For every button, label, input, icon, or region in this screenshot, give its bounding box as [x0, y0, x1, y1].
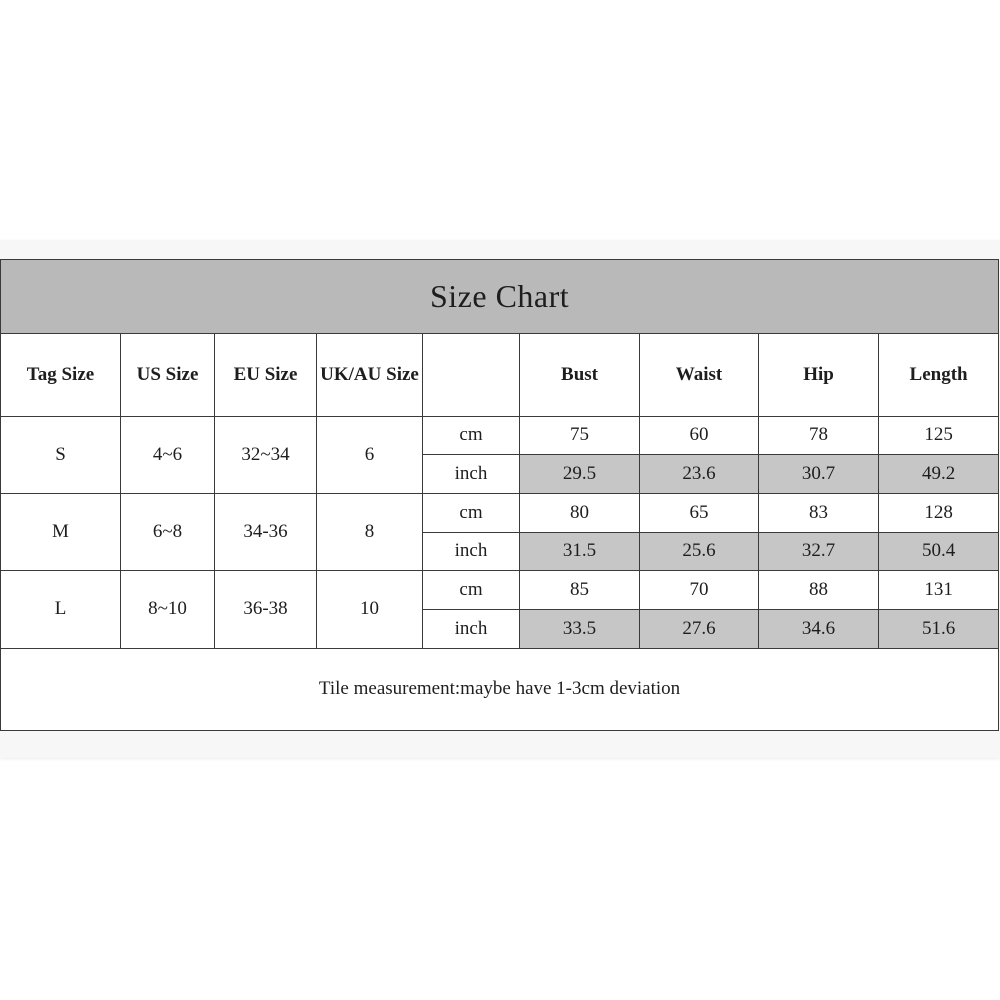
- unit-inch-cell: inch: [423, 532, 520, 571]
- length-cm-cell: 128: [879, 493, 999, 532]
- hip-cm-cell: 78: [759, 416, 879, 455]
- waist-cm-cell: 65: [640, 493, 759, 532]
- waist-inch-cell: 27.6: [640, 609, 759, 648]
- waist-cm-cell: 70: [640, 571, 759, 610]
- bust-inch-cell: 29.5: [520, 455, 640, 494]
- length-cm-cell: 131: [879, 571, 999, 610]
- waist-cm-cell: 60: [640, 416, 759, 455]
- eu-size-cell: 36-38: [215, 571, 317, 648]
- bust-inch-cell: 33.5: [520, 609, 640, 648]
- header-bust: Bust: [520, 334, 640, 416]
- measurement-note: Tile measurement:maybe have 1-3cm deviation: [1, 648, 999, 730]
- bust-cm-cell: 80: [520, 493, 640, 532]
- tag-size-cell: L: [1, 571, 121, 648]
- length-inch-cell: 49.2: [879, 455, 999, 494]
- length-inch-cell: 51.6: [879, 609, 999, 648]
- us-size-cell: 8~10: [121, 571, 215, 648]
- header-tag-size: Tag Size: [1, 334, 121, 416]
- unit-cm-cell: cm: [423, 571, 520, 610]
- waist-inch-cell: 25.6: [640, 532, 759, 571]
- hip-cm-cell: 83: [759, 493, 879, 532]
- hip-inch-cell: 30.7: [759, 455, 879, 494]
- table-row: [1, 493, 999, 532]
- ukau-size-cell: 6: [317, 416, 423, 493]
- table-row: [1, 571, 999, 610]
- bust-inch-cell: 31.5: [520, 532, 640, 571]
- header-ukau-size: UK/AU Size: [317, 334, 423, 416]
- unit-inch-cell: inch: [423, 455, 520, 494]
- bust-cm-cell: 75: [520, 416, 640, 455]
- note-row: [1, 648, 999, 730]
- header-eu-size: EU Size: [215, 334, 317, 416]
- hip-inch-cell: 34.6: [759, 609, 879, 648]
- header-unit-blank: [423, 334, 520, 416]
- hip-inch-cell: 32.7: [759, 532, 879, 571]
- length-inch-cell: 50.4: [879, 532, 999, 571]
- eu-size-cell: 34-36: [215, 493, 317, 570]
- length-cm-cell: 125: [879, 416, 999, 455]
- header-us-size: US Size: [121, 334, 215, 416]
- hip-cm-cell: 88: [759, 571, 879, 610]
- header-waist: Waist: [640, 334, 759, 416]
- us-size-cell: 6~8: [121, 493, 215, 570]
- unit-cm-cell: cm: [423, 416, 520, 455]
- chart-title: Size Chart: [1, 260, 999, 334]
- waist-inch-cell: 23.6: [640, 455, 759, 494]
- table-row: [1, 416, 999, 455]
- title-row: [1, 260, 999, 334]
- us-size-cell: 4~6: [121, 416, 215, 493]
- unit-inch-cell: inch: [423, 609, 520, 648]
- ukau-size-cell: 8: [317, 493, 423, 570]
- header-hip: Hip: [759, 334, 879, 416]
- bust-cm-cell: 85: [520, 571, 640, 610]
- ukau-size-cell: 10: [317, 571, 423, 648]
- size-chart-table: [0, 259, 999, 731]
- header-row: [1, 334, 999, 416]
- header-length: Length: [879, 334, 999, 416]
- unit-cm-cell: cm: [423, 493, 520, 532]
- tag-size-cell: S: [1, 416, 121, 493]
- eu-size-cell: 32~34: [215, 416, 317, 493]
- tag-size-cell: M: [1, 493, 121, 570]
